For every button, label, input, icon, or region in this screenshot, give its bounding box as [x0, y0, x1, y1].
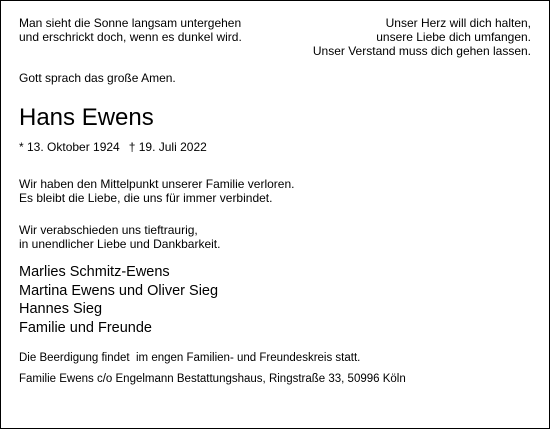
life-dates: [19, 140, 207, 154]
poem-right-line: unsere Liebe dich umfangen.: [376, 30, 531, 44]
birth-date: * 13. Oktober 1924: [19, 140, 120, 154]
mourner-name: Martina Ewens und Oliver Sieg: [19, 282, 219, 299]
mourners-list: [19, 263, 218, 337]
paragraph-family-loss: [19, 177, 294, 205]
poem-right-line: Unser Herz will dich halten,: [385, 16, 531, 30]
paragraph-line: Wir haben den Mittelpunkt unserer Familie verloren.: [19, 177, 295, 191]
paragraph-farewell: [19, 223, 220, 251]
paragraph-line: in unendlicher Liebe und Dankbarkeit.: [19, 237, 221, 251]
poem-left: [19, 16, 242, 44]
paragraph-line: Es bleibt die Liebe, die uns für immer verbindet.: [19, 191, 273, 205]
paragraph-line: Wir verabschieden uns tieftraurig,: [19, 223, 198, 237]
poem-right: [313, 16, 531, 58]
amen-line: Gott sprach das große Amen.: [19, 71, 176, 85]
mourner-name: Familie und Freunde: [19, 319, 152, 336]
poem-left-line: und erschrickt doch, wenn es dunkel wird.: [19, 30, 242, 44]
death-date: † 19. Juli 2022: [128, 140, 207, 154]
funeral-note: Die Beerdigung findet im engen Familien- und Freundeskreis statt.: [19, 352, 361, 364]
poem-left-line: Man sieht die Sonne langsam untergehen: [19, 16, 242, 30]
deceased-name: Hans Ewens: [19, 104, 154, 131]
poem-right-line: Unser Verstand muss dich gehen lassen.: [312, 44, 531, 58]
contact-address: Familie Ewens c/o Engelmann Bestattungshaus, Ringstraße 33, 50996 Köln: [19, 373, 406, 385]
mourner-name: Marlies Schmitz-Ewens: [19, 264, 170, 280]
mourner-name: Hannes Sieg: [19, 301, 103, 317]
